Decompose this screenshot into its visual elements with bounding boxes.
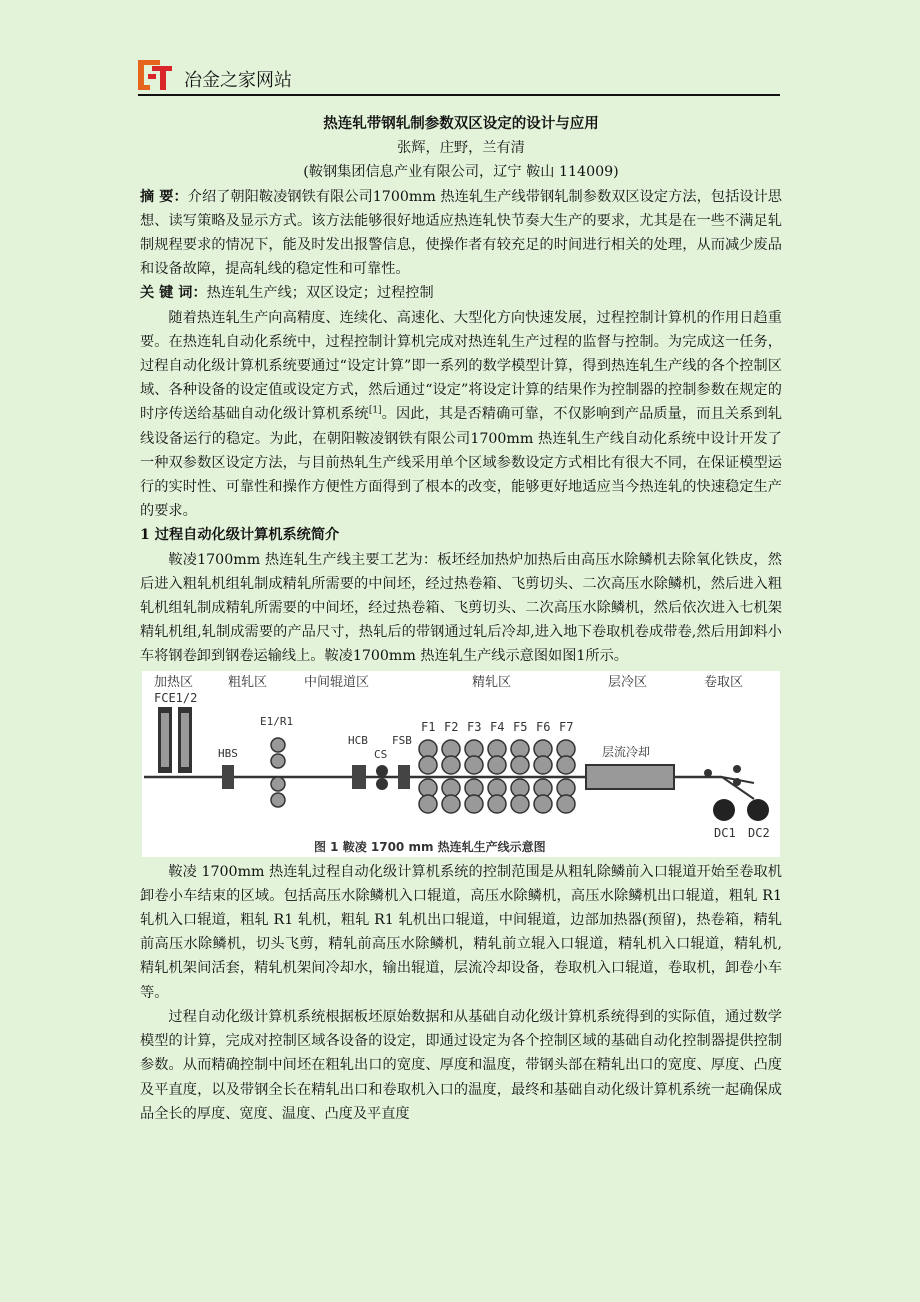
- finishing-roll: [465, 756, 483, 774]
- article-affiliation: (鞍钢集团信息产业有限公司，辽宁 鞍山 114009): [303, 164, 619, 181]
- fsb-descaler: [398, 765, 410, 789]
- cs-label: CS: [374, 747, 388, 761]
- finishing-roll: [488, 795, 506, 813]
- furnace-label: FCE1/2: [154, 690, 198, 705]
- pinch-roll-1: [704, 769, 712, 777]
- abstract-text: 介绍了朝阳鞍凌钢铁有限公司1700mm 热连轧生产线带钢轧制参数双区设定方法，包括设计思想、读写策略及显示方式。该方法能够很好地适应热连轧快节奏大生产的要求，尤其是在一些不满足轧制规程要求的情况下，能及时发出报警信息，使操作者有较充足的时间进行相关的处理，从而减少废品和设备故障，提高轧线的稳定性和可靠性。: [140, 188, 782, 278]
- article-title: 热连轧带钢轧制参数双区设定的设计与应用: [323, 115, 599, 132]
- dc2-label: DC2: [748, 825, 770, 840]
- zone-label-finishing: 精轧区: [472, 674, 512, 690]
- keywords-text: 热连轧生产线；双区设定；过程控制: [206, 285, 434, 302]
- rougher-rolls: [271, 738, 285, 807]
- article-authors: 张辉，庄野，兰有清: [397, 140, 525, 157]
- production-line-diagram: [142, 671, 780, 857]
- section-heading: 1 过程自动化级计算机系统简介: [140, 527, 340, 544]
- zone-label-coiling: 卷取区: [704, 674, 744, 690]
- rougher-label: E1/R1: [260, 714, 294, 728]
- laminar-cooling-unit: [586, 765, 674, 789]
- down-coiler-2: [747, 799, 769, 821]
- page-header: [138, 58, 780, 96]
- section1-paragraph-2: 鞍凌 1700mm 热连轧过程自动化级计算机系统的控制范围是从粗轧除鳞前入口辊道开始至卷取机卸卷小车结束的区域。包括高压水除鳞机入口辊道，高压水除鳞机，高压水除鳞机出口辊道，粗轧 R1 轧机入口辊道，粗轧 R1 轧机，粗轧 R1 轧机出口辊道，中间辊道，边部加热器(预留)，热卷箱，精轧前高压水除鳞机，切头飞剪，精轧前高压水除鳞机，精轧前立辊入口辊道，精轧机入口辊道，精轧机,精轧机架间活套，精轧机架间冷却水，输出辊道，层流冷却设备，卷取机入口辊道，卷取机，卸卷小车等。: [140, 863, 782, 1001]
- stand-label: F5: [513, 719, 528, 734]
- stand-label: F7: [559, 719, 574, 734]
- figure-1: [142, 671, 780, 857]
- finishing-roll: [465, 795, 483, 813]
- finishing-roll: [442, 795, 460, 813]
- keywords: [140, 281, 782, 305]
- laminar-cooling-label: 层流冷却: [602, 744, 651, 759]
- pinch-roll-2: [733, 765, 741, 773]
- abstract: [140, 185, 782, 282]
- section1-paragraph-1: 鞍凌1700mm 热连轧生产线主要工艺为：板坯经加热炉加热后由高压水除鳞机去除氧化铁皮，然后进入粗轧机组轧制成精轧所需要的中间坯，经过热卷箱、飞剪切头、二次高压水除鳞机，然后进入粗轧机组轧制成精轧所需要的中间坯，经过热卷箱、飞剪切头、二次高压水除鳞机，然后依次进入七机架精轧机组,轧制成需要的产品尺寸，热轧后的带钢通过轧后冷却,进入地下卷取机卷成带卷,然后用卸料小车将钢卷卸到钢卷运输线上。鞍凌1700mm 热连轧生产线示意图如图1所示。: [140, 551, 782, 665]
- furnace-2: [178, 707, 192, 773]
- site-logo: [138, 58, 174, 92]
- finishing-roll: [511, 756, 529, 774]
- fsb-label: FSB: [392, 733, 412, 747]
- furnace-1: [158, 707, 172, 773]
- hbs-label: HBS: [218, 746, 238, 760]
- hot-coil-box: [352, 765, 366, 789]
- dc1-label: DC1: [714, 825, 736, 840]
- crop-shear-top: [376, 765, 388, 777]
- intro-paragraph: [140, 306, 782, 524]
- figure-caption: 图 1 鞍凌 1700 mm 热连轧生产线示意图: [314, 839, 546, 854]
- abstract-label: 摘 要：: [140, 188, 188, 205]
- zone-label-cooling: 层冷区: [608, 674, 648, 690]
- crop-shear-bottom: [376, 778, 388, 790]
- section1-paragraph-3: 过程自动化级计算机系统根据板坯原始数据和从基础自动化级计算机系统得到的实际值，通过数学模型的计算，完成对控制区域各设备的设定，即通过设定为各个控制区域的基础自动化控制器提供控制参数。从而精确控制中间坯在粗轧出口的宽度、厚度和温度，带钢头部在精轧出口的宽度、厚度、凸度及平直度，以及带钢全长在精轧出口和卷取机入口的温度，最终和基础自动化级计算机系统一起确保成品全长的厚度、宽度、温度、凸度及平直度: [140, 1008, 782, 1122]
- hcb-label: HCB: [348, 733, 368, 747]
- finishing-roll: [419, 795, 437, 813]
- zone-label-intermediate: 中间辊道区: [304, 674, 370, 690]
- finishing-roll: [557, 795, 575, 813]
- intro-text-a: 随着热连轧生产向高精度、连续化、高速化、大型化方向快速发展，过程控制计算机的作用日趋重要。在热连轧自动化系统中，过程控制计算机完成对热连轧生产过程的监督与控制。为完成这一任务，过程自动化级计算机系统要通过“设定计算”即一系列的数学模型计算，得到热连轧生产线的各个控制区域、各种设备的设定值或设定方式，然后通过“设定”将设定计算的结果作为控制器的控制参数在规定的时序传送给基础自动化级计算机系统: [140, 309, 782, 423]
- finishing-roll: [534, 795, 552, 813]
- stand-label: F6: [536, 719, 551, 734]
- citation-ref: [1]: [368, 405, 382, 416]
- stand-label: F2: [444, 719, 459, 734]
- down-coiler-1: [713, 799, 735, 821]
- finishing-roll: [557, 756, 575, 774]
- zone-label-roughing: 粗轧区: [228, 674, 268, 690]
- stand-label: F1: [421, 719, 436, 734]
- finishing-roll: [419, 756, 437, 774]
- finishing-roll: [488, 756, 506, 774]
- header-rule: [138, 94, 780, 96]
- zone-label-heating: 加热区: [154, 674, 194, 690]
- finishing-roll: [442, 756, 460, 774]
- stand-label: F3: [467, 719, 482, 734]
- site-name: 冶金之家网站: [184, 70, 292, 91]
- hbs-descaler: [222, 765, 234, 789]
- article-body: [140, 112, 782, 1126]
- pinch-roll-3: [733, 778, 741, 786]
- finishing-roll: [511, 795, 529, 813]
- stand-label: F4: [490, 719, 505, 734]
- keywords-label: 关 键 词：: [140, 285, 207, 302]
- intro-text-b: 。因此，其是否精确可靠，不仅影响到产品质量，而且关系到轧线设备运行的稳定。为此，在朝阳鞍凌钢铁有限公司1700mm 热连轧生产线自动化系统中设计开发了一种双参数区设定方法，与目前热轧生产线采用单个区域参数设定方式相比有很大不同，在保证模型运行的实时性、可靠性和操作方便性方面得到了根本的改变，能够更好地适应当今热连轧的快速稳定生产的要求。: [140, 406, 782, 520]
- finishing-roll: [534, 756, 552, 774]
